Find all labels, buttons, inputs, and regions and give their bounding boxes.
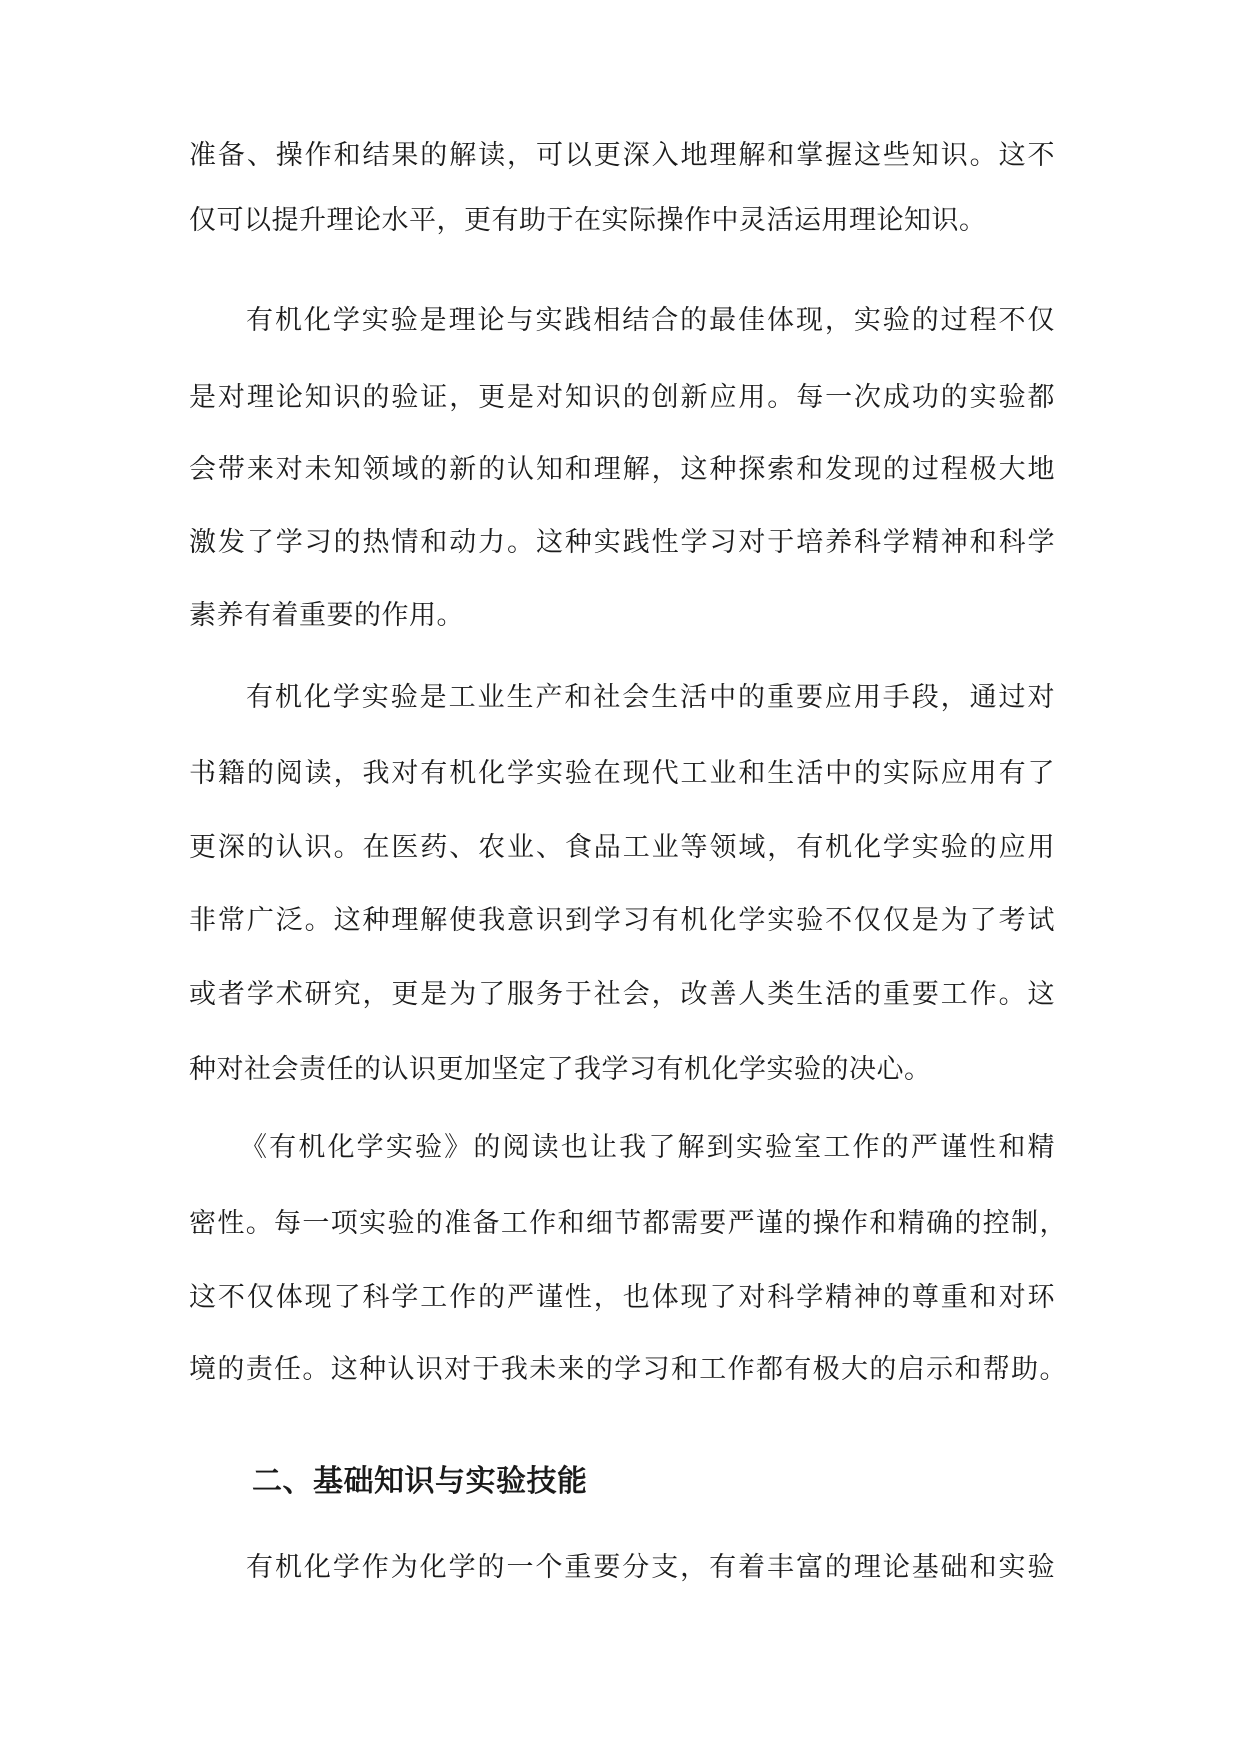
text-line: 仅可以提升理论水平，更有助于在实际操作中灵活运用理论知识。: [189, 205, 987, 236]
text-line: 非常广泛。这种理解使我意识到学习有机化学实验不仅仅是为了考试: [189, 905, 1055, 936]
text-line: 种对社会责任的认识更加坚定了我学习有机化学实验的决心。: [189, 1054, 932, 1085]
text-line: 有机化学作为化学的一个重要分支，有着丰富的理论基础和实验: [246, 1552, 1055, 1583]
text-line: 书籍的阅读，我对有机化学实验在现代工业和生活中的实际应用有了: [189, 758, 1055, 789]
section-heading: 二、基础知识与实验技能: [252, 1464, 588, 1499]
text-line: 境的责任。这种认识对于我未来的学习和工作都有极大的启示和帮助。: [189, 1354, 1067, 1385]
text-line: 激发了学习的热情和动力。这种实践性学习对于培养科学精神和科学: [189, 527, 1055, 558]
text-line: 素养有着重要的作用。: [189, 600, 464, 631]
text-line: 准备、操作和结果的解读，可以更深入地理解和掌握这些知识。这不: [189, 140, 1055, 171]
text-line: 或者学术研究，更是为了服务于社会，改善人类生活的重要工作。这: [189, 979, 1055, 1010]
text-line: 是对理论知识的验证，更是对知识的创新应用。每一次成功的实验都: [189, 382, 1055, 413]
text-line: 密性。每一项实验的准备工作和细节都需要严谨的操作和精确的控制，: [189, 1208, 1067, 1239]
text-line: 会带来对未知领域的新的认知和理解，这种探索和发现的过程极大地: [189, 454, 1055, 485]
text-line: 更深的认识。在医药、农业、食品工业等领域，有机化学实验的应用: [189, 832, 1055, 863]
text-line: 这不仅体现了科学工作的严谨性，也体现了对科学精神的尊重和对环: [189, 1282, 1055, 1313]
text-line: 有机化学实验是工业生产和社会生活中的重要应用手段，通过对: [246, 682, 1055, 713]
text-line: 《有机化学实验》的阅读也让我了解到实验室工作的严谨性和精: [240, 1132, 1055, 1163]
text-line: 有机化学实验是理论与实践相结合的最佳体现，实验的过程不仅: [246, 305, 1055, 336]
